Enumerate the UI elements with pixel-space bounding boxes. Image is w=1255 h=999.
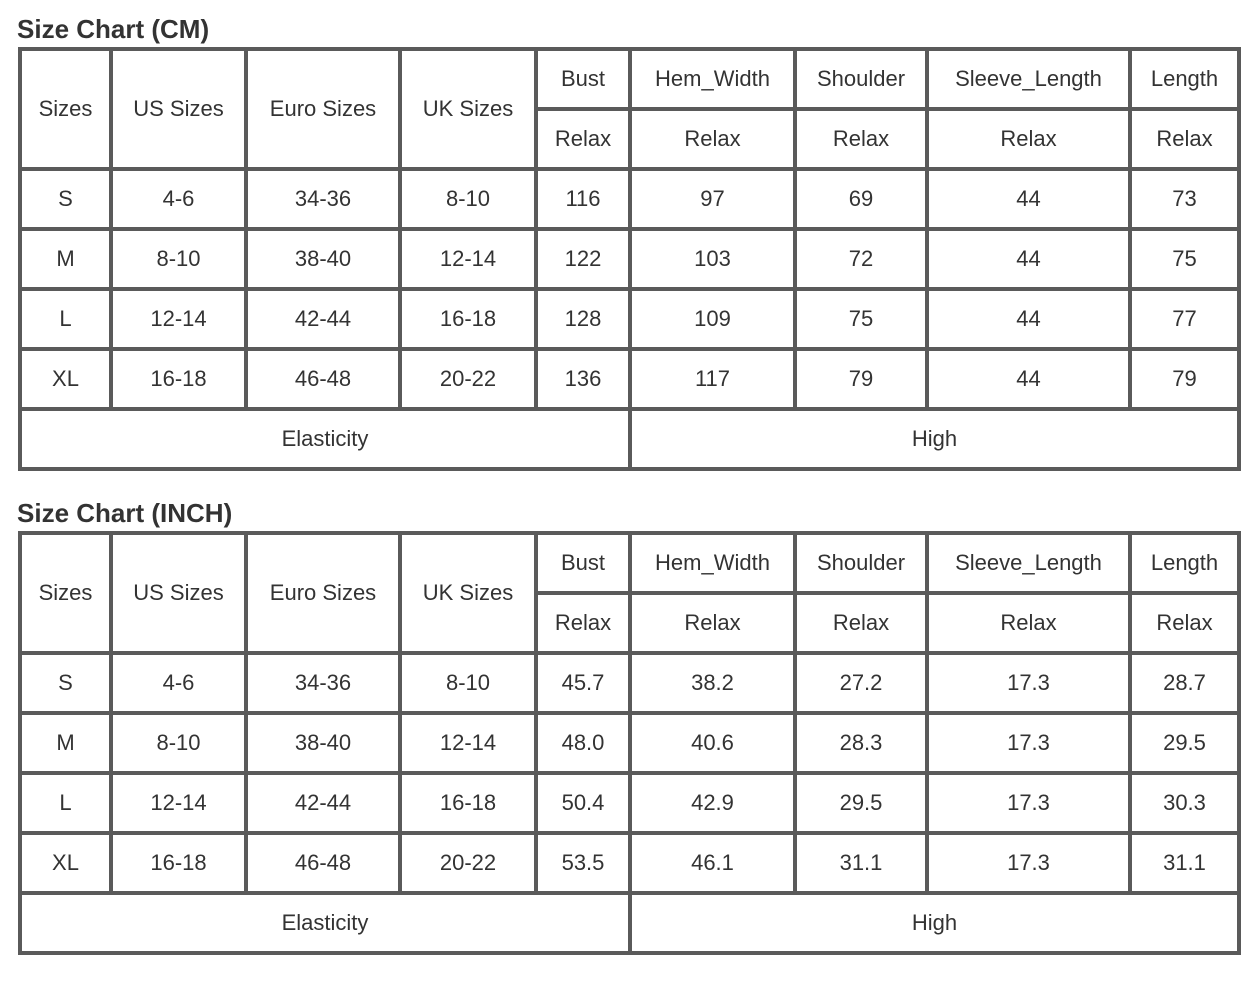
cell-size: S [20, 169, 111, 229]
cell-length: 77 [1130, 289, 1239, 349]
footer-row [20, 893, 1239, 953]
cell-bust: 128 [536, 289, 630, 349]
subheader-relax: Relax [1130, 109, 1239, 169]
table-row [20, 229, 1239, 289]
cell-shoulder: 27.2 [795, 653, 927, 713]
cell-euro-size: 38-40 [246, 713, 400, 773]
cell-hem-width: 46.1 [630, 833, 795, 893]
cell-uk-size: 20-22 [400, 833, 536, 893]
size-chart-inch-title: Size Chart (INCH) [17, 498, 233, 528]
cell-euro-size: 38-40 [246, 229, 400, 289]
header-sleeve-length: Sleeve_Length [927, 533, 1130, 593]
cell-sleeve-length: 17.3 [927, 833, 1130, 893]
cell-uk-size: 20-22 [400, 349, 536, 409]
cell-us-size: 16-18 [111, 349, 246, 409]
cell-sleeve-length: 44 [927, 169, 1130, 229]
cell-shoulder: 28.3 [795, 713, 927, 773]
cell-sleeve-length: 17.3 [927, 653, 1130, 713]
cell-size: L [20, 289, 111, 349]
cell-shoulder: 79 [795, 349, 927, 409]
subheader-relax: Relax [630, 593, 795, 653]
cell-sleeve-length: 44 [927, 289, 1130, 349]
cell-size: XL [20, 833, 111, 893]
header-length: Length [1130, 533, 1239, 593]
cell-us-size: 8-10 [111, 713, 246, 773]
header-bust: Bust [536, 533, 630, 593]
cell-bust: 50.4 [536, 773, 630, 833]
header-us-sizes: US Sizes [111, 533, 246, 653]
table-row [20, 349, 1239, 409]
subheader-relax: Relax [795, 593, 927, 653]
cell-hem-width: 109 [630, 289, 795, 349]
cell-shoulder: 75 [795, 289, 927, 349]
cell-size: M [20, 229, 111, 289]
cell-uk-size: 8-10 [400, 169, 536, 229]
subheader-relax: Relax [536, 593, 630, 653]
header-us-sizes: US Sizes [111, 49, 246, 169]
cell-euro-size: 46-48 [246, 349, 400, 409]
header-bust: Bust [536, 49, 630, 109]
subheader-relax: Relax [927, 109, 1130, 169]
elasticity-label: Elasticity [20, 409, 630, 469]
table-row [20, 289, 1239, 349]
table-row [20, 169, 1239, 229]
cell-euro-size: 34-36 [246, 169, 400, 229]
cell-length: 75 [1130, 229, 1239, 289]
cell-hem-width: 97 [630, 169, 795, 229]
table-row [20, 653, 1239, 713]
cell-bust: 122 [536, 229, 630, 289]
header-shoulder: Shoulder [795, 533, 927, 593]
header-sizes: Sizes [20, 49, 111, 169]
table-row [20, 713, 1239, 773]
cell-size: L [20, 773, 111, 833]
cell-hem-width: 42.9 [630, 773, 795, 833]
table-row [20, 833, 1239, 893]
header-shoulder: Shoulder [795, 49, 927, 109]
cell-us-size: 16-18 [111, 833, 246, 893]
subheader-relax: Relax [536, 109, 630, 169]
cell-length: 31.1 [1130, 833, 1239, 893]
cell-euro-size: 46-48 [246, 833, 400, 893]
cell-shoulder: 72 [795, 229, 927, 289]
cell-us-size: 4-6 [111, 653, 246, 713]
cell-sleeve-length: 17.3 [927, 773, 1130, 833]
cell-size: S [20, 653, 111, 713]
cell-bust: 48.0 [536, 713, 630, 773]
cell-us-size: 12-14 [111, 289, 246, 349]
cell-us-size: 4-6 [111, 169, 246, 229]
cell-sleeve-length: 44 [927, 349, 1130, 409]
header-hem-width: Hem_Width [630, 533, 795, 593]
cell-shoulder: 29.5 [795, 773, 927, 833]
cell-bust: 45.7 [536, 653, 630, 713]
size-chart-inch-table [18, 531, 1241, 955]
cell-euro-size: 42-44 [246, 289, 400, 349]
cell-hem-width: 117 [630, 349, 795, 409]
cell-length: 29.5 [1130, 713, 1239, 773]
subheader-relax: Relax [795, 109, 927, 169]
cell-shoulder: 69 [795, 169, 927, 229]
header-uk-sizes: UK Sizes [400, 533, 536, 653]
cell-uk-size: 12-14 [400, 229, 536, 289]
header-euro-sizes: Euro Sizes [246, 49, 400, 169]
size-chart-cm-title: Size Chart (CM) [17, 14, 210, 44]
subheader-relax: Relax [927, 593, 1130, 653]
header-sleeve-length: Sleeve_Length [927, 49, 1130, 109]
cell-us-size: 8-10 [111, 229, 246, 289]
cell-us-size: 12-14 [111, 773, 246, 833]
cell-length: 28.7 [1130, 653, 1239, 713]
footer-row [20, 409, 1239, 469]
cell-hem-width: 40.6 [630, 713, 795, 773]
cell-size: XL [20, 349, 111, 409]
cell-bust: 116 [536, 169, 630, 229]
cell-length: 30.3 [1130, 773, 1239, 833]
cell-shoulder: 31.1 [795, 833, 927, 893]
cell-euro-size: 42-44 [246, 773, 400, 833]
header-length: Length [1130, 49, 1239, 109]
elasticity-value: High [630, 409, 1239, 469]
header-row [20, 533, 1239, 593]
cell-hem-width: 103 [630, 229, 795, 289]
elasticity-label: Elasticity [20, 893, 630, 953]
cell-sleeve-length: 44 [927, 229, 1130, 289]
cell-size: M [20, 713, 111, 773]
table-row [20, 773, 1239, 833]
cell-euro-size: 34-36 [246, 653, 400, 713]
header-sizes: Sizes [20, 533, 111, 653]
subheader-relax: Relax [1130, 593, 1239, 653]
cell-sleeve-length: 17.3 [927, 713, 1130, 773]
header-euro-sizes: Euro Sizes [246, 533, 400, 653]
subheader-relax: Relax [630, 109, 795, 169]
cell-uk-size: 16-18 [400, 289, 536, 349]
cell-uk-size: 8-10 [400, 653, 536, 713]
header-hem-width: Hem_Width [630, 49, 795, 109]
cell-uk-size: 12-14 [400, 713, 536, 773]
elasticity-value: High [630, 893, 1239, 953]
size-chart-cm-table [18, 47, 1241, 471]
cell-length: 73 [1130, 169, 1239, 229]
header-uk-sizes: UK Sizes [400, 49, 536, 169]
header-row [20, 49, 1239, 109]
cell-length: 79 [1130, 349, 1239, 409]
cell-hem-width: 38.2 [630, 653, 795, 713]
cell-bust: 53.5 [536, 833, 630, 893]
cell-bust: 136 [536, 349, 630, 409]
cell-uk-size: 16-18 [400, 773, 536, 833]
